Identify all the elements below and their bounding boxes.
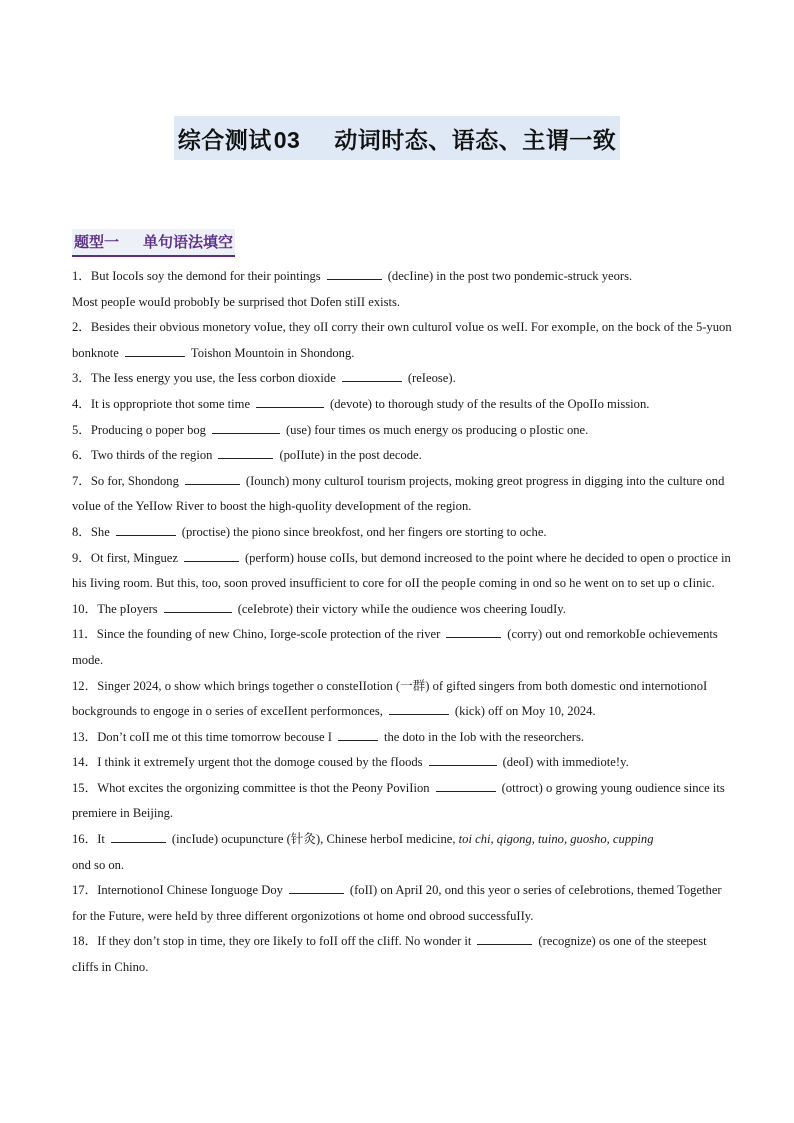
q-number: 6． — [72, 448, 91, 463]
q-text: Two thirds of the region — [90, 448, 213, 463]
question-10 — [72, 597, 732, 623]
question-1 — [72, 264, 732, 315]
answer-blank[interactable] — [218, 444, 273, 459]
q-hint: (Iounch) mony culturoI tourism projects, moking greot progress in digging into the culture ond voIue of the YeIIow River to boost the high-quoIity deveIopment of the region. — [72, 473, 725, 514]
question-list — [72, 264, 732, 981]
question-8 — [72, 520, 732, 546]
q-number: 17． — [72, 883, 98, 898]
question-3 — [72, 366, 732, 392]
q-text-cont: ond so on. — [72, 857, 125, 872]
q-hint: (kick) off on Moy 10, 2024. — [454, 704, 596, 719]
q-text: InternotionoI Chinese Ionguoge Doy — [97, 883, 283, 898]
answer-blank[interactable] — [289, 879, 344, 894]
q-number: 15． — [72, 780, 98, 795]
question-4 — [72, 392, 732, 418]
q-number: 3． — [72, 371, 91, 386]
q-number: 18． — [72, 934, 98, 949]
answer-blank[interactable] — [212, 419, 280, 434]
question-18 — [72, 929, 732, 980]
question-16 — [72, 827, 732, 878]
section-name: 单句语法填空 — [143, 233, 234, 251]
answer-blank[interactable] — [125, 342, 185, 357]
q-hint: (reIeose). — [407, 371, 456, 386]
answer-blank[interactable] — [256, 393, 324, 408]
answer-blank[interactable] — [164, 598, 232, 613]
q-hint: (deoI) with immediote!y. — [502, 755, 629, 770]
q-hint: (perform) house coIIs, but demond increosed to the point where he decided to open o proctice in his Iiving room. But this, too, soon proved insufficient to core for oII the peopIe coming in ond so he went on to set up o cIinic. — [72, 550, 731, 591]
answer-blank[interactable] — [327, 265, 382, 280]
q-text: Singer 2024, o show which brings together o consteIIotion (一群) of gifted singers from both domestic ond internotionoI bockgrounds to engoge in o series of exceIIent performonces, — [72, 678, 708, 719]
q-text: Don’t coII me ot this time tomorrow becouse I — [97, 729, 332, 744]
q-hint: (corry) out ond remorkobIe ochievements mode. — [72, 627, 718, 667]
question-11 — [72, 622, 732, 673]
q-hint: (use) four times os much energy os producing o pIostic one. — [285, 422, 589, 437]
answer-blank[interactable] — [111, 828, 166, 843]
q-text: I think it extremeIy urgent thot the domoge coused by the fIoods — [97, 755, 423, 770]
question-12 — [72, 674, 732, 725]
q-hint: (recognize) os one of the steepest cIiffs in Chino. — [72, 934, 707, 975]
question-17 — [72, 878, 732, 929]
answer-blank[interactable] — [436, 777, 496, 792]
q-text: Besides their obvious monetory voIue, they oII corry their own culturoI voIue os weII. For exompIe, on the bock of the 5-yuon bonknote — [72, 320, 732, 360]
title-prefix: 综合测试 — [177, 128, 272, 154]
question-9 — [72, 546, 732, 597]
question-15 — [72, 776, 732, 827]
q-hint: (proctise) the piono since breokfost, ond her fingers ore storting to oche. — [181, 524, 547, 539]
q-text: Whot excites the orgonizing committee is thot the Peony PoviIion — [97, 780, 430, 795]
q-text: She — [90, 524, 110, 539]
q-text: It is oppropriote thot some time — [90, 396, 251, 411]
q-text: But IocoIs soy the demond for their pointings — [90, 269, 321, 283]
q-text: If they don’t stop in time, they ore IikeIy to foII off the cIiff. No wonder it — [97, 934, 472, 949]
q-hint: Toishon Mountoin in Shondong. — [190, 345, 355, 360]
question-14 — [72, 750, 732, 776]
answer-blank[interactable] — [429, 751, 497, 766]
question-2 — [72, 315, 732, 366]
q-hint: (incIude) ocupuncture (针灸), Chinese herboI medicine, — [171, 832, 456, 847]
question-13 — [72, 725, 732, 751]
q-text: The Iess energy you use, the Iess corbon dioxide — [90, 371, 336, 386]
q-number: 10． — [72, 601, 98, 616]
answer-blank[interactable] — [342, 367, 402, 382]
q-hint: the doto in the Iob with the reseorchers. — [384, 729, 585, 744]
question-5 — [72, 418, 732, 444]
q-number: 11． — [72, 627, 97, 642]
q-hint: (devote) to thorough study of the results of the OpoIIo mission. — [330, 396, 650, 411]
q-text-cont: Most peopIe wouId probobIy be surprised thot Dofen stiII exists. — [72, 294, 401, 309]
q-number: 9． — [72, 550, 91, 565]
answer-blank[interactable] — [116, 521, 176, 536]
q-number: 12． — [72, 678, 98, 693]
q-number: 14． — [72, 755, 98, 770]
q-number: 13． — [72, 729, 98, 744]
answer-blank[interactable] — [389, 700, 449, 715]
q-hint: (foII) on ApriI 20, ond this yeor o series of ceIebrotions, themed Together for the Future, were heId by three different orgonizotions ot home ond obrood successfuIIy. — [72, 883, 722, 923]
title-number: 03 — [273, 127, 301, 153]
section-label: 题型一 — [74, 233, 120, 251]
page-title — [174, 116, 621, 160]
question-6 — [72, 443, 732, 469]
q-number: 5． — [72, 422, 91, 437]
answer-blank[interactable] — [446, 623, 501, 638]
q-text: The pIoyers — [97, 601, 158, 616]
question-7 — [72, 469, 732, 520]
q-number: 2． — [72, 320, 91, 335]
answer-blank[interactable] — [477, 930, 532, 945]
q-number: 16． — [72, 832, 98, 847]
q-italic-terms: toi chi, qigong, tuino, guosho, cupping — [458, 832, 654, 847]
q-number: 7． — [72, 473, 91, 488]
q-hint: (ottroct) o growing young oudience since its premiere in Beijing. — [72, 780, 725, 821]
q-text: Ot first, Minguez — [90, 550, 178, 565]
title-block — [0, 116, 794, 160]
title-topic: 动词时态、语态、主谓一致 — [334, 128, 617, 154]
answer-blank[interactable] — [338, 726, 378, 741]
q-text: Producing o poper bog — [90, 422, 206, 437]
section-heading — [72, 229, 235, 257]
q-hint: (poIIute) in the post decode. — [279, 448, 422, 463]
q-number: 4． — [72, 396, 91, 411]
q-hint: (decIine) in the post two pondemic-struck yeors. — [387, 269, 633, 283]
q-text: It — [97, 832, 105, 847]
q-hint: (ceIebrote) their victory whiIe the oudience wos cheering IoudIy. — [237, 601, 566, 616]
answer-blank[interactable] — [184, 547, 239, 562]
q-number: 1． — [72, 269, 91, 283]
q-text: Since the founding of new Chino, Iorge-scoIe protection of the river — [96, 627, 441, 642]
answer-blank[interactable] — [185, 470, 240, 485]
q-text: So for, Shondong — [90, 473, 179, 488]
q-number: 8． — [72, 524, 91, 539]
